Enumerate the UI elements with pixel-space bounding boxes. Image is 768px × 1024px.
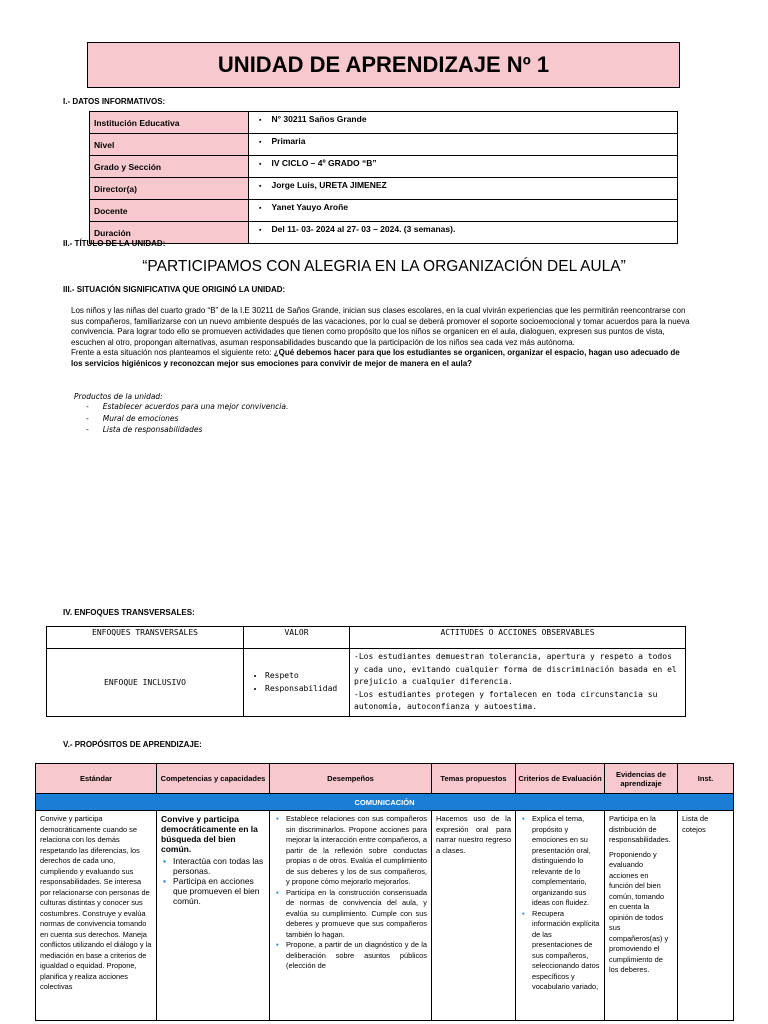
- enfoques-table: [46, 626, 686, 717]
- info-row: [90, 112, 678, 134]
- criterio-item: ▪ Recupera información explícita de las presentaciones de sus compañeros, seleccionando datos específicos y vocabulario variado,: [532, 909, 600, 993]
- competencia-text: Convive y participa democráticamente en la búsqueda del bien común.: [161, 814, 258, 854]
- section-datos-informativos: I.- DATOS INFORMATIVOS:: [63, 97, 166, 106]
- section-propositos: V.- PROPÓSITOS DE APRENDIZAJE:: [63, 740, 202, 749]
- header-temas: Temas propuestos: [432, 764, 516, 794]
- instrumento-text: Lista de cotejos: [682, 814, 709, 834]
- area-band: COMUNICACIÓN: [36, 794, 734, 811]
- info-label: Director(a): [90, 178, 249, 200]
- evidencia-item: Participa en la distribución de responsabilidades.: [609, 814, 671, 844]
- info-label: Grado y Sección: [90, 156, 249, 178]
- propositos-table: [35, 763, 734, 1021]
- header-criterios: Criterios de Evaluación: [516, 764, 605, 794]
- desempeno-item: ▪ Participa en la construcción consensuada de normas de convivencia del aula, y evalúa su cumplimiento. Cumple con sus deberes y promueve que sus compañeros también lo hagan.: [286, 888, 427, 941]
- product-item: - Mural de emociones: [86, 413, 288, 425]
- action-item: -Los estudiantes demuestran tolerancia, apertura y respeto a todos y cada uno, evitando cualquier forma de discriminación basada en el prejuicio a cualquier diferencia.: [354, 652, 677, 686]
- unit-title: “PARTICIPAMOS CON ALEGRIA EN LA ORGANIZACIÓN DEL AULA”: [142, 258, 626, 275]
- info-table: [89, 111, 678, 244]
- evidencia-item: Proponiendo y evaluando acciones en función del bien común, tomando en cuenta la opinión de todos sus compañeros(as) y promoviendo el cumplimiento de los deberes.: [609, 849, 669, 974]
- desempeno-item: ▪ Propone, a partir de un diagnóstico y de la deliberación sobre asuntos públicos (elección de: [286, 940, 427, 972]
- section-enfoques: IV. ENFOQUES TRANSVERSALES:: [63, 608, 195, 617]
- capacidad-item: ▪ Participa en acciones que promueven el bien común.: [173, 876, 265, 906]
- info-value: ▪ IV CICLO – 4º GRADO “B”: [249, 156, 678, 178]
- valor-item: • Respeto: [265, 669, 348, 682]
- page-title: UNIDAD DE APRENDIZAJE Nº 1: [87, 42, 680, 88]
- criterio-item: ▪ Explica el tema, propósito y emociones en su presentación oral, distinguiendo lo relevante de lo complementario, organizando sus ideas con fluidez.: [532, 814, 600, 909]
- valor-item: • Responsabilidad: [265, 682, 348, 695]
- info-label: Institución Educativa: [90, 112, 249, 134]
- valor-list: [244, 649, 350, 717]
- action-item: -Los estudiantes protegen y fortalecen en toda circunstancia su autonomía, autoconfianza y autoestima.: [354, 689, 658, 711]
- info-row: [90, 200, 678, 222]
- header-inst: Inst.: [678, 764, 734, 794]
- info-row: [90, 156, 678, 178]
- enfoques-header: ENFOQUES TRANSVERSALES: [47, 627, 244, 649]
- estandar-text: Convive y participa democráticamente cuando se relaciona con los demás respetando las diferencias, los derechos de cada uno, cumpliendo y evaluando sus responsabilidades. Se interesa por relacionarse con personas de culturas distintas y conocer sus costumbres. Construye y evalúa normas de convivencia tomando en cuenta sus derechos. Maneja conflictos utilizando el diálogo y la mediación en base a criterios de igualdad o equidad. Propone, planifica y realiza acciones colectivas: [40, 814, 152, 991]
- info-row: [90, 222, 678, 244]
- info-label: Duración: [90, 222, 249, 244]
- situation-paragraph: [71, 306, 691, 369]
- info-row: [90, 134, 678, 156]
- temas-text: Hacemos uso de la expresión oral para narrar nuestro regreso a clases.: [436, 814, 511, 855]
- info-value: ▪ N° 30211 Saños Grande: [249, 112, 678, 134]
- info-label: Docente: [90, 200, 249, 222]
- situation-text: Los niños y las niñas del cuarto grado “B” de la I.E 30211 de Saños Grande, inician sus clases escolares, en la cual vivirán experiencias que les permitirán reencontrarse con sus compañeros, familiarizarse con un nuevo ambiente después de las vacaciones, por lo cual se deberá promover el soporte socioemocional y tomar acuerdos para la nueva convivencia. Para lograr todo ello se promueven actividades que tienen como propósito que los niños se organicen en el aula, dialoguen, expresen sus puntos de vista, escuchen al otro, propongan alternativas, asuman responsabilidades buscando que la participación de los niños sea cada vez más autónoma.: [71, 306, 690, 347]
- desempeno-item: ▪ Establece relaciones con sus compañeros sin discriminarlos. Propone acciones para mejorar la interacción entre compañeros, a partir de la reflexión sobre conductas propias o de otros. Evalúa el cumplimiento de sus deberes y los de sus compañeros, y propone cómo mejorarlo mejorarlos.: [286, 814, 427, 888]
- products-block: [74, 392, 288, 436]
- info-value: ▪ Primaria: [249, 134, 678, 156]
- section-situacion: III.- SITUACIÓN SIGNIFICATIVA QUE ORIGINÓ LA UNIDAD:: [63, 285, 286, 294]
- header-evidencias: Evidencias de aprendizaje: [605, 764, 678, 794]
- info-label: Nivel: [90, 134, 249, 156]
- situation-challenge: Frente a esta situación nos planteamos el siguiente reto: ¿Qué debemos hacer para que los estudiantes se organicen, organizar el espacio, hagan uso adecuado de los servicios higiénicos y reconozcan mejor sus emociones para convivir de mejor de manera en el aula?: [71, 348, 680, 368]
- info-value: ▪ Del 11- 03- 2024 al 27- 03 – 2024. (3 semanas).: [249, 222, 678, 244]
- section-titulo: II.- TÍTULO DE LA UNIDAD:: [63, 239, 166, 248]
- product-item: - Lista de responsabilidades: [86, 424, 288, 436]
- info-value: ▪ Jorge Luis, URETA JIMENEZ: [249, 178, 678, 200]
- header-estandar: Estándar: [36, 764, 157, 794]
- header-competencias: Competencias y capacidades: [157, 764, 270, 794]
- products-label: Productos de la unidad:: [74, 392, 163, 401]
- info-value: ▪ Yanet Yauyo Aroñe: [249, 200, 678, 222]
- actions-cell: [350, 649, 686, 717]
- enfoque-name: ENFOQUE INCLUSIVO: [47, 649, 244, 717]
- capacidad-item: ▪ Interactúa con todas las personas.: [173, 856, 265, 876]
- product-item: - Establecer acuerdos para una mejor convivencia.: [86, 401, 288, 413]
- header-desempenos: Desempeños: [270, 764, 432, 794]
- actitudes-header: ACTITUDES O ACCIONES OBSERVABLES: [350, 627, 686, 649]
- valor-header: VALOR: [244, 627, 350, 649]
- info-row: [90, 178, 678, 200]
